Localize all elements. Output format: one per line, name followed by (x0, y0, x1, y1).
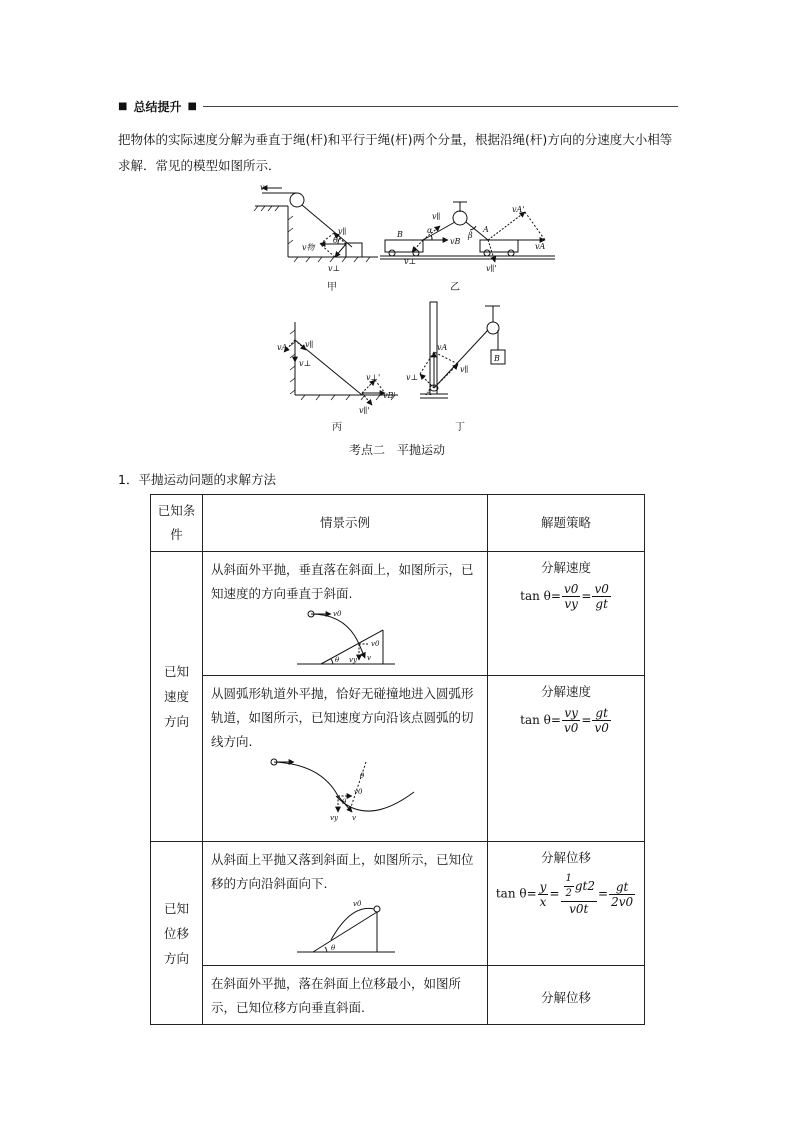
square-bullet-icon: ■ (118, 100, 128, 112)
header-scenario: 情景示例 (203, 495, 488, 552)
header-strategy: 解题策略 (488, 495, 645, 552)
square-bullet-icon: ■ (187, 100, 197, 112)
jia-label-theta: θ (333, 236, 338, 245)
fig3-label-theta: θ (331, 944, 336, 952)
fig2-label-v0: v0 (354, 788, 363, 796)
arc-track-figure (266, 756, 426, 822)
table-row (151, 676, 645, 842)
fig2-label-vy: vy (330, 814, 338, 822)
subheading: 1．平抛运动问题的求解方法 (118, 472, 276, 487)
table-row (151, 842, 645, 966)
ding-caption: 丁 (455, 422, 465, 433)
scenario-cell (203, 552, 488, 676)
table-header-row (151, 495, 645, 552)
jia-label-vpar: v∥ (338, 227, 347, 236)
fig1-label-v0: v0 (333, 610, 342, 618)
fig1-label-v: v (367, 654, 371, 662)
strategy-cell: 分解位移 tan θ= $\frac{y}{x}$ = $\frac{1}{2}$ gt2 v0t = $\frac{gt}{2v0}$ (488, 842, 645, 966)
yi-label-A: A (483, 225, 489, 234)
scenario-text: 从斜面外平抛，垂直落在斜面上，如图所示，已知速度的方向垂直于斜面. (211, 562, 474, 601)
ding-label-B: B (494, 354, 500, 363)
formula: tan θ= $\frac{v0}{vy}$ = $\frac{v0}{gt}$ (520, 582, 609, 611)
scenario-cell (203, 842, 488, 966)
incline-on-slope-figure (291, 898, 401, 958)
scenario-text: 在斜面外平抛，落在斜面上位移最小，如图所示，已知位移方向垂直斜面. (211, 976, 462, 1015)
bing-label-vperp: v⊥ (299, 359, 312, 368)
rope-rod-models-figure (0, 0, 794, 440)
ding-label-vpar: v∥ (460, 365, 469, 374)
yi-label-vpar: v∥ (432, 212, 441, 221)
yi-label-beta: β (468, 231, 473, 240)
figure-jia (254, 188, 378, 262)
ding-label-vperp: v⊥ (406, 373, 419, 382)
yi-label-vperp: v⊥ (404, 257, 417, 266)
category-known-displacement: 已知位移方向 (151, 842, 203, 1025)
yi-label-vA-prime: vA' (512, 205, 525, 214)
bing-label-vpar: v∥ (305, 340, 314, 349)
jia-label-vwu: v物 (302, 243, 315, 252)
bing-label-vB-prime: vB' (383, 391, 396, 400)
jia-label-vperp: v⊥ (328, 264, 341, 273)
yi-label-vpar-prime: v∥' (486, 264, 497, 273)
formula: tan θ= $\frac{y}{x}$ = $\frac{1}{2}$ gt2 v0t = $\frac{gt}{2v0}$ (495, 873, 634, 916)
incline-perpendicular-figure (291, 608, 401, 670)
yi-label-vA: vA (535, 242, 546, 251)
strategy-cell: 分解速度 tan θ= $\frac{v0}{vy}$ = $\frac{v0}{gt}$ (488, 552, 645, 676)
yi-caption: 乙 (450, 282, 460, 293)
jia-caption: 甲 (327, 282, 337, 293)
category-known-velocity: 已知速度方向 (151, 552, 203, 842)
yi-label-alpha: α (427, 226, 433, 235)
bing-label-vA: vA (277, 343, 288, 352)
fig2-label-theta: θ (360, 772, 365, 780)
ding-label-vA: vA (437, 343, 448, 352)
header-known-condition: 已知条件 (151, 495, 203, 552)
methods-table (150, 494, 645, 1025)
table-row (151, 552, 645, 676)
strategy-cell: 分解速度 tan θ= $\frac{vy}{v0}$ = $\frac{gt}{v0}$ (488, 676, 645, 842)
intro-paragraph: 把物体的实际速度分解为垂直于绳(杆)和平行于绳(杆)两个分量，根据沿绳(杆)方向的分速度大小相等求解．常见的模型如图所示． (118, 132, 673, 173)
kaodian-title: 考点二 平抛运动 (348, 443, 445, 457)
section-title: 总结提升 (133, 99, 182, 114)
scenario-text: 从圆弧形轨道外平抛，恰好无碰撞地进入圆弧形轨道，如图所示，已知速度方向沿该点圆弧的切线方向. (211, 686, 474, 749)
bing-label-vpar-prime: v∥' (359, 406, 370, 415)
table-row (151, 966, 645, 1025)
fig2-label-theta2: θ (342, 798, 347, 806)
fig3-label-v0: v0 (353, 900, 362, 908)
fig2-label-v: v (352, 814, 356, 822)
bing-label-vperp-prime: v⊥' (366, 373, 381, 382)
scenario-cell (203, 966, 488, 1025)
fig1-label-theta: θ (335, 656, 340, 664)
bing-caption: 丙 (332, 422, 342, 433)
yi-label-B: B (397, 230, 403, 239)
scenario-cell (203, 676, 488, 842)
formula: tan θ= $\frac{vy}{v0}$ = $\frac{gt}{v0}$ (520, 706, 609, 735)
fig1-label-v0b: v0 (371, 640, 380, 648)
jia-label-v: v (260, 183, 265, 192)
fig1-label-vy: vy (349, 656, 357, 664)
figure-ding (420, 302, 505, 398)
scenario-text: 从斜面上平抛又落到斜面上，如图所示，已知位移的方向沿斜面向下. (211, 852, 474, 891)
strategy-cell: 分解位移 (488, 966, 645, 1025)
ding-label-A: A (426, 388, 432, 397)
yi-label-vB: vB (450, 237, 461, 246)
